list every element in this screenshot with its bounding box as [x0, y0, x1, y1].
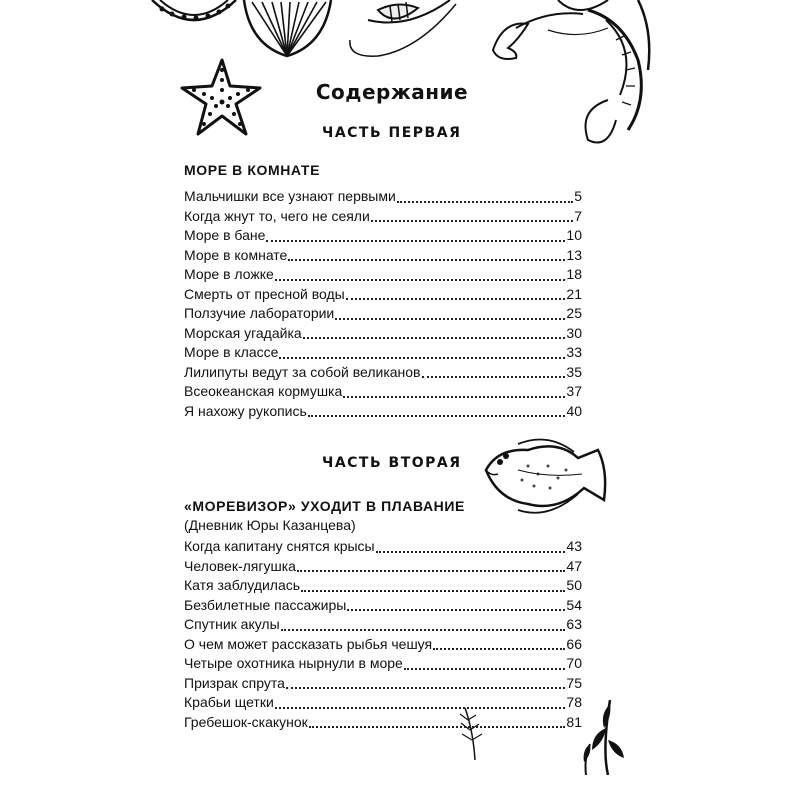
toc-entry-title: Мальчишки все узнают первыми [184, 188, 396, 204]
toc-entry-page: 54 [566, 596, 582, 613]
dot-leader [376, 551, 566, 553]
dot-leader [275, 707, 566, 709]
toc-entry-title: Четыре охотника нырнули в море [184, 655, 403, 671]
toc-entry-page: 18 [566, 266, 582, 282]
toc-entry-page: 5 [574, 188, 582, 204]
toc-entry [184, 343, 582, 363]
toc-entry [184, 285, 582, 305]
toc-entry-page: 30 [566, 324, 582, 341]
toc-entry-title: Призрак спрута [184, 674, 285, 691]
toc-entry [184, 226, 582, 246]
toc-entry-page: 33 [566, 344, 582, 360]
dot-leader [281, 629, 566, 631]
toc-entry [184, 246, 582, 266]
dot-leader [286, 687, 565, 689]
toc-entry [184, 654, 582, 674]
dot-leader [308, 415, 566, 417]
toc-entry-page: 10 [566, 227, 582, 243]
toc-entry [184, 615, 582, 635]
starfish-icon [178, 58, 263, 138]
part-one-heading: ЧАСТЬ ПЕРВАЯ [322, 125, 462, 141]
toc-entry-title: Когда жнут то, чего не сеяли [184, 207, 370, 224]
dot-leader [309, 726, 566, 728]
part-two-heading: ЧАСТЬ ВТОРАЯ [322, 455, 462, 471]
toc-entry-title: Человек-лягушка [184, 557, 296, 574]
flounder-fish-icon [478, 430, 618, 525]
dot-leader [266, 240, 565, 242]
toc-entry-title: Безбилетные пассажиры [184, 596, 347, 613]
toc-entry-page: 40 [566, 402, 582, 419]
dot-leader [297, 570, 565, 572]
toc-entry [184, 635, 582, 655]
dot-leader [397, 201, 573, 203]
toc-entry-page: 50 [566, 577, 582, 593]
dot-leader [303, 337, 566, 339]
toc-list-part-two [184, 537, 582, 732]
toc-entry [184, 207, 582, 227]
toc-entry-page: 25 [566, 305, 582, 321]
toc-entry-title: Я нахожу рукопись [184, 402, 307, 419]
toc-entry [184, 402, 582, 422]
toc-entry [184, 324, 582, 344]
toc-entry [184, 557, 582, 577]
toc-entry-page: 43 [566, 538, 582, 554]
toc-entry-page: 75 [566, 674, 582, 691]
dot-leader [343, 396, 565, 398]
toc-entry-page: 81 [566, 713, 582, 730]
toc-entry [184, 537, 582, 557]
dot-leader [404, 668, 566, 670]
toc-entry [184, 576, 582, 596]
dot-leader [346, 298, 566, 300]
dot-leader [371, 220, 573, 222]
toc-entry [184, 382, 582, 402]
toc-entry-page: 70 [566, 655, 582, 671]
toc-entry-title: Всеокеанская кормушка [184, 383, 343, 399]
dot-leader [335, 318, 565, 320]
section-subtitle: (Дневник Юры Казанцева) [184, 517, 356, 533]
toc-entry [184, 363, 582, 383]
page-title: Содержание [315, 80, 469, 104]
toc-list-part-one [184, 187, 582, 421]
toc-entry [184, 304, 582, 324]
toc-entry-title: Море в комнате [184, 246, 288, 263]
toc-entry [184, 596, 582, 616]
section-title: «МОРЕВИЗОР» УХОДИТ В ПЛАВАНИЕ [184, 498, 465, 514]
cockle-shell-icon [240, 0, 335, 60]
toc-entry-page: 63 [566, 616, 582, 632]
lobster-icon [488, 0, 658, 160]
dot-leader [422, 376, 566, 378]
toc-entry-title: Море в классе [184, 344, 279, 360]
toc-entry-title: Море в ложке [184, 266, 274, 282]
toc-entry-page: 21 [566, 285, 582, 302]
dot-leader [275, 279, 566, 281]
toc-entry-title: Спутник акулы [184, 616, 280, 632]
seaweed-icon [578, 700, 640, 775]
dot-leader [301, 590, 565, 592]
toc-entry-page: 35 [566, 363, 582, 380]
shrimp-icon [338, 0, 458, 62]
toc-entry [184, 187, 582, 207]
toc-entry [184, 713, 582, 733]
toc-entry-title: Смерть от пресной воды [184, 285, 345, 302]
dot-leader [288, 259, 565, 261]
toc-entry-page: 66 [566, 635, 582, 652]
toc-entry [184, 674, 582, 694]
toc-entry-page: 78 [566, 694, 582, 710]
scallop-shell-icon [148, 0, 240, 28]
toc-entry-title: О чем может рассказать рыбья чешуя [184, 635, 433, 652]
toc-entry-page: 13 [566, 246, 582, 263]
dot-leader [279, 357, 565, 359]
toc-entry-title: Море в бане [184, 227, 266, 243]
toc-entry-title: Лилипуты ведут за собой великанов [184, 363, 421, 380]
toc-entry [184, 265, 582, 285]
toc-entry-page: 47 [566, 557, 582, 574]
toc-entry-title: Ползучие лаборатории [184, 305, 335, 321]
toc-entry-page: 37 [566, 383, 582, 399]
dot-leader [433, 648, 565, 650]
toc-entry-title: Когда капитану снятся крысы [184, 538, 375, 554]
toc-entry-title: Катя заблудилась [184, 577, 301, 593]
toc-entry-page: 7 [574, 207, 582, 224]
toc-entry-title: Гребешок-скакунок [184, 713, 308, 730]
section-title: МОРЕ В КОМНАТЕ [184, 162, 321, 178]
dot-leader [347, 609, 565, 611]
toc-entry-title: Морская угадайка [184, 324, 302, 341]
toc-entry [184, 693, 582, 713]
toc-entry-title: Крабьи щетки [184, 694, 274, 710]
